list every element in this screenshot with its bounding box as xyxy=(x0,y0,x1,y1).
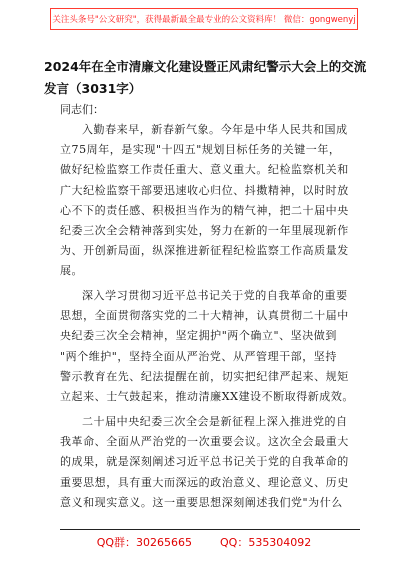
paragraph-line: 我革命、全面从严治党的一次重要会议。这次全会最重大 xyxy=(60,435,349,449)
paragraph-line: 做好纪检监察工作责任重大、意义重大。纪检监察机关和 xyxy=(60,163,349,177)
paragraph-line: 意义和现实意义。这一重要思想深刻阐述我们党"为什么 xyxy=(60,495,343,509)
footer-contact xyxy=(0,534,408,550)
title-line: 2024年在全市清廉文化建设暨正风肃纪警示大会上的交流 xyxy=(44,59,367,74)
paragraph-line: 思想，全面贯彻落实党的二十大精神，认真贯彻二十届中 xyxy=(60,309,349,323)
paragraph-line: 警示教育在先、纪法提醒在前，切实把纪律严起来、规矩 xyxy=(60,369,349,383)
document-title xyxy=(44,56,370,100)
footer-qq: QQ：535304092 xyxy=(220,536,312,549)
paragraph-line: 入勤春来早，新春新气象。今年是中华人民共和国成 xyxy=(82,123,348,136)
paragraph-line: 的成果，就是深刻阐述习近平总书记关于党的自我革命的 xyxy=(60,455,349,469)
paragraph-line: 广大纪检监察干部要迅速收心归位、抖擞精神，以时时放 xyxy=(60,183,349,197)
paragraph-3 xyxy=(60,412,360,513)
paragraph-2 xyxy=(60,286,360,407)
footer-divider xyxy=(60,529,360,530)
paragraph-1 xyxy=(60,120,360,282)
footer-qq-group: QQ群：30265665 xyxy=(96,536,192,549)
title-line: 发言（3031字） xyxy=(44,81,142,96)
paragraph-line: "两个维护"，坚持全面从严治党、从严管理干部，坚持 xyxy=(60,349,337,363)
paragraph-line: 心不下的责任感、积极担当作为的精气神，把二十届中央 xyxy=(60,203,349,217)
paragraph-line: 展。 xyxy=(60,264,84,278)
paragraph-line: 央纪委三次全会精神，坚定拥护"两个确立"、坚决做到 xyxy=(60,329,337,343)
paragraph-line: 纪委三次全会精神落到实处，努力在新的一年里展现新作 xyxy=(60,223,349,237)
paragraph-line: 重要思想，具有重大而深远的政治意义、理论意义、历史 xyxy=(60,475,349,489)
paragraph-line: 为、开创新局面，纵深推进新征程纪检监察工作高质量发 xyxy=(60,244,349,258)
salutation: 同志们： xyxy=(60,103,104,116)
paragraph-line: 二十届中央纪委三次全会是新征程上深入推进党的自 xyxy=(82,415,348,428)
promo-banner-text: 关注头条号"公文研究"，获得最新最全最专业的公文资料库！ 微信：gongwenyj xyxy=(52,15,356,25)
paragraph-line: 立75周年，是实现"十四五"规划目标任务的关键一年， xyxy=(60,143,341,157)
promo-banner xyxy=(50,8,358,30)
paragraph-line: 立起来、士气鼓起来，推动清廉XX建设不断取得新成效。 xyxy=(60,389,354,403)
paragraph-line: 深入学习贯彻习近平总书记关于党的自我革命的重要 xyxy=(82,289,348,302)
